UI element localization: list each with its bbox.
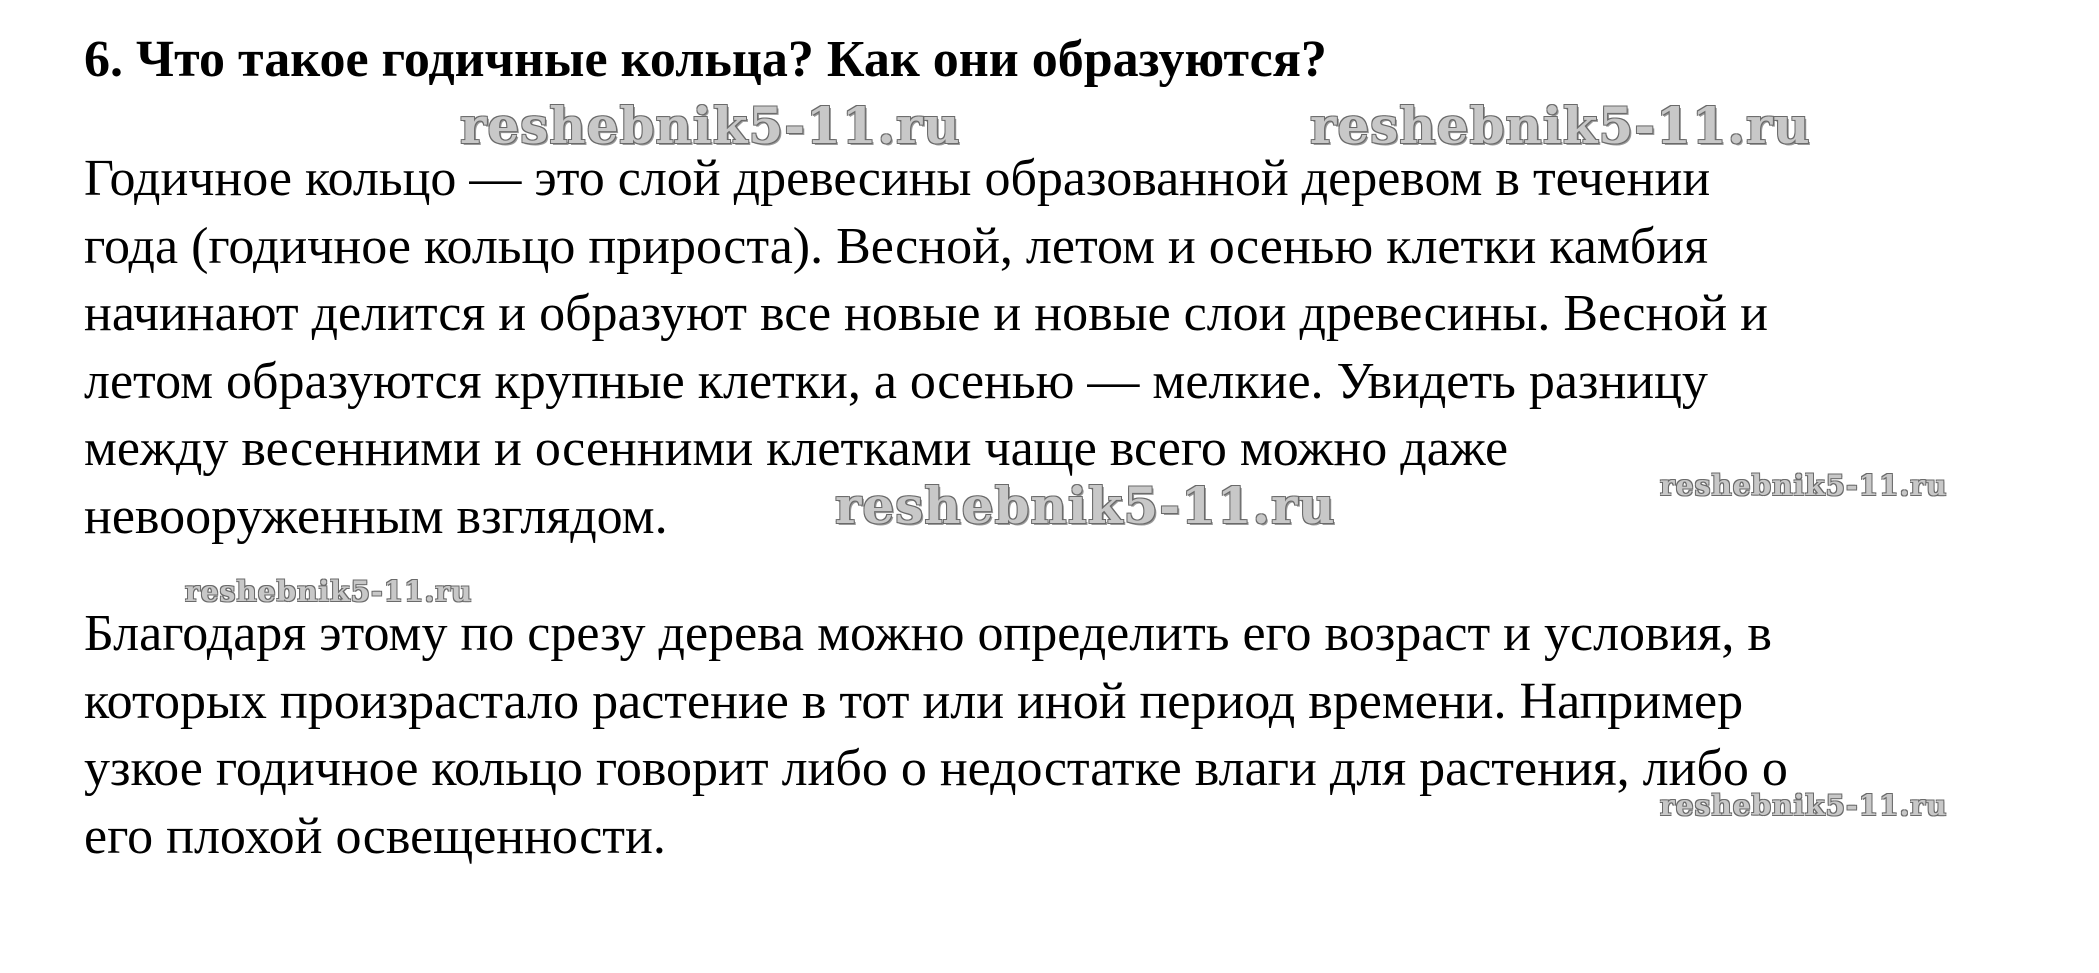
watermark: reshebnik5-11.ru	[1660, 469, 1948, 502]
text-line: начинают делится и образуют все новые и новые слои древесины. Весной и	[84, 285, 1768, 342]
text-line: между весенними и осенними клетками чаще всего можно даже	[84, 420, 1509, 477]
text-line: невооруженным взглядом.	[84, 487, 668, 545]
text-line: Благодаря этому по срезу дерева можно определить его возраст и условия, в	[84, 605, 1772, 662]
text-line: узкое годичное кольцо говорит либо о недостатке влаги для растения, либо о	[84, 740, 1788, 797]
watermark: reshebnik5-11.ru	[835, 476, 1336, 535]
answer-paragraph-2	[84, 600, 2094, 870]
text-line: которых произрастало растение в тот или иной период времени. Например	[84, 672, 1744, 730]
text-line: Годичное кольцо — это слой древесины образованной деревом в течении	[84, 150, 1711, 207]
watermark: reshebnik5-11.ru	[1310, 96, 1811, 155]
question-heading: 6. Что такое годичные кольца? Как они образуются?	[84, 31, 1327, 88]
watermark: reshebnik5-11.ru	[1660, 789, 1948, 822]
watermark: reshebnik5-11.ru	[460, 96, 961, 155]
text-line: года (годичное кольцо прироста). Весной, летом и осенью клетки камбия	[84, 217, 1708, 275]
text-line: его плохой освещенности.	[84, 807, 666, 865]
watermark: reshebnik5-11.ru	[185, 575, 473, 608]
text-line: летом образуются крупные клетки, а осенью — мелкие. Увидеть разницу	[84, 352, 1708, 410]
